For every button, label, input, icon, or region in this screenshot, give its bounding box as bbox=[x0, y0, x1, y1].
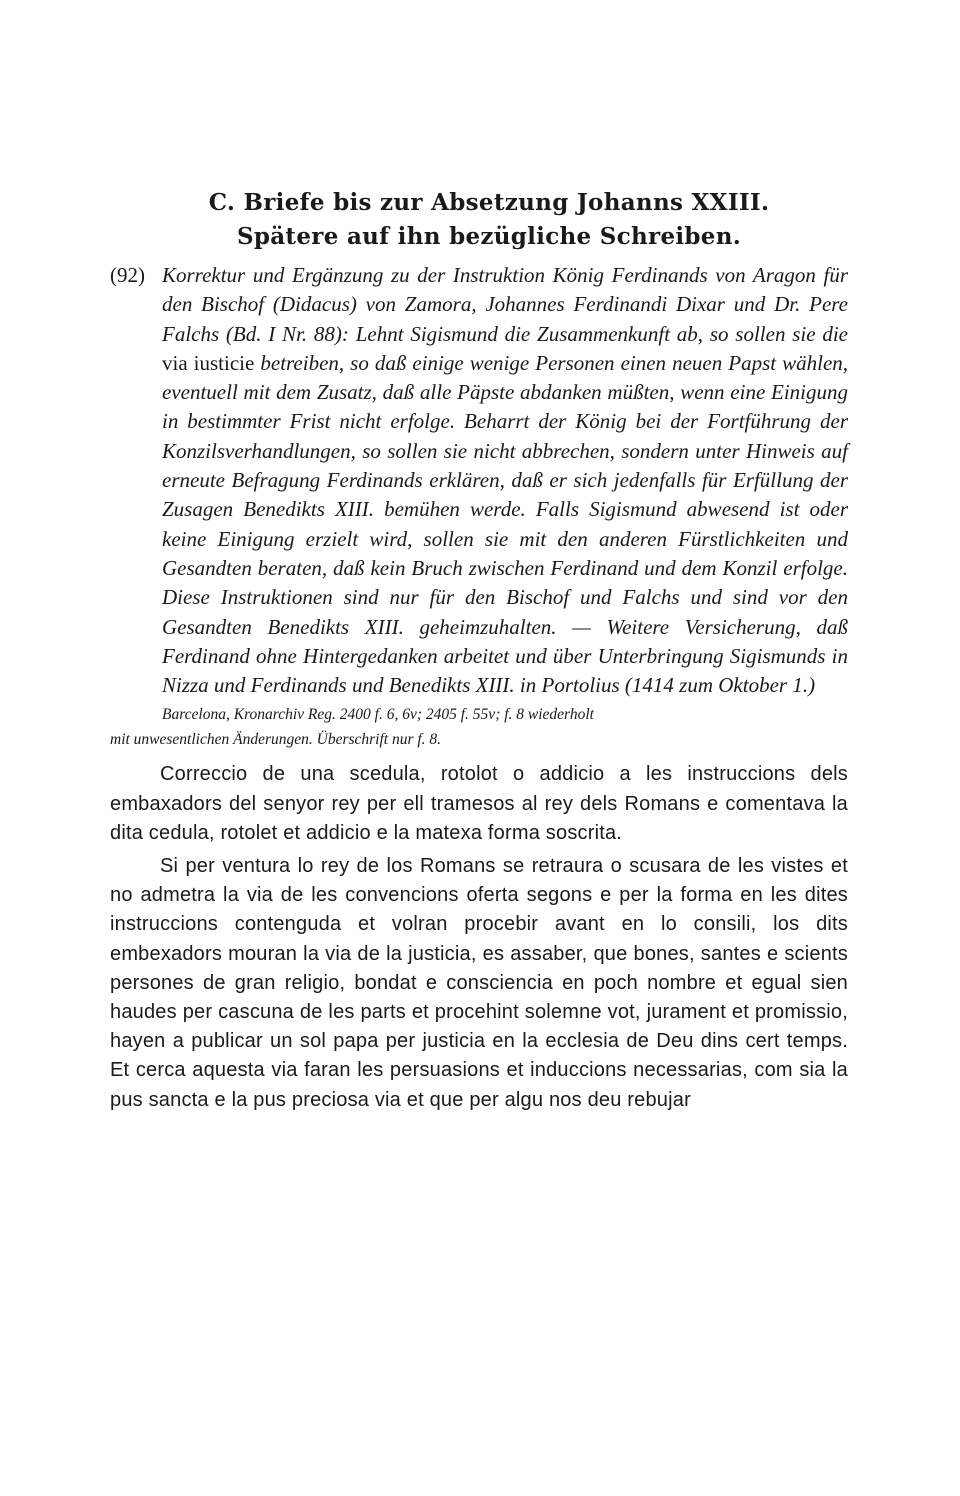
section-heading bbox=[130, 186, 848, 254]
regest-text-part-2: betreiben, so daß einige wenige Personen einen neuen Papst wählen, eventuell mit dem Zusatz, daß alle Päpste abdanken müßten, wenn eine Einigung in bestimmter Frist nicht erfolge. Beharrt der König bei der Fortführung der Konzilsverhandlungen, so sollen sie nicht abbrechen, sondern unter Hinweis auf erneute Befragung Ferdinands erklären, daß er sich jedenfalls für Erfüllung der Zusagen Benedikts XIII. bemühen werde. Falls Sigismund abwesend ist oder keine Einigung erzielt wird, sollen sie mit den anderen Fürstlichkeiten und Gesandten beraten, daß kein Bruch zwischen Ferdinand und dem Konzil erfolge. Diese Instruktionen sind nur für den Bischof und Falchs und sind vor den Gesandten Benedikts XIII. geheimzuhalten. — Weitere Versicherung, daß Ferdinand ohne Hintergedanken arbeitet und über Unterbringung Sigismunds in Nizza und Ferdinands und Benedikts XIII. in Portolius (1414 zum Oktober 1.) bbox=[162, 350, 849, 698]
source-line-1: Barcelona, Kronarchiv Reg. 2400 f. 6, 6v; 2405 f. 55v; f. 8 wiederholt bbox=[162, 706, 594, 724]
regest-text-part-1: Korrektur und Ergänzung zu der Instruktion König Ferdinands von Aragon für den Bischof (Didacus) von Zamora, Johannes Ferdinandi Dixar und Dr. Pere Falchs (Bd. I Nr. 88): Lehnt Sigismund die Zusammenkunft ab, so sollen sie die bbox=[162, 263, 848, 346]
heading-line-2: Spätere auf ihn bezügliche Schreiben. bbox=[236, 223, 742, 250]
body-paragraph-1: Correccio de una scedula, rotolot o addicio a les instruccions dels embaxadors del senyor rey per ell tramesos al rey dels Romans e comentava la dita cedula, rotolet et addicio e la matexa forma soscrita. bbox=[110, 763, 848, 844]
regest-summary bbox=[110, 261, 848, 700]
heading-line-1: C. Briefe bis zur Absetzung Johanns XXIII. bbox=[208, 189, 770, 216]
document-number: (92) bbox=[110, 263, 145, 287]
document-page bbox=[110, 186, 848, 1115]
document-body bbox=[110, 760, 848, 1114]
body-paragraph-2: Si per ventura lo rey de los Romans se retraura o scusara de les vistes et no admetra la via de les convencions oferta segons e per la forma en les dites instruccions contenguda et volran procebir avant en lo consili, los dits embexadors mouran la via de la justicia, es assaber, que bones, santes e scients persones de gran religio, bondat e consciencia en poch nombre et egual sien haudes per cascuna de les parts et procehint solemne vot, jurament et promissio, hayen a publicar un sol papa per justicia en la ecclesia de Deu dins cert temps. Et cerca aquesta via faran les persuasions et induccions necessarias, com sia la pus sancta e la pus preciosa via et que per algu nos deu rebujar bbox=[110, 855, 848, 1111]
regest-latin-phrase: via iusticie bbox=[162, 350, 255, 375]
source-line-2: mit unwesentlichen Änderungen. Überschrift nur f. 8. bbox=[110, 731, 442, 749]
source-citation bbox=[110, 702, 848, 752]
